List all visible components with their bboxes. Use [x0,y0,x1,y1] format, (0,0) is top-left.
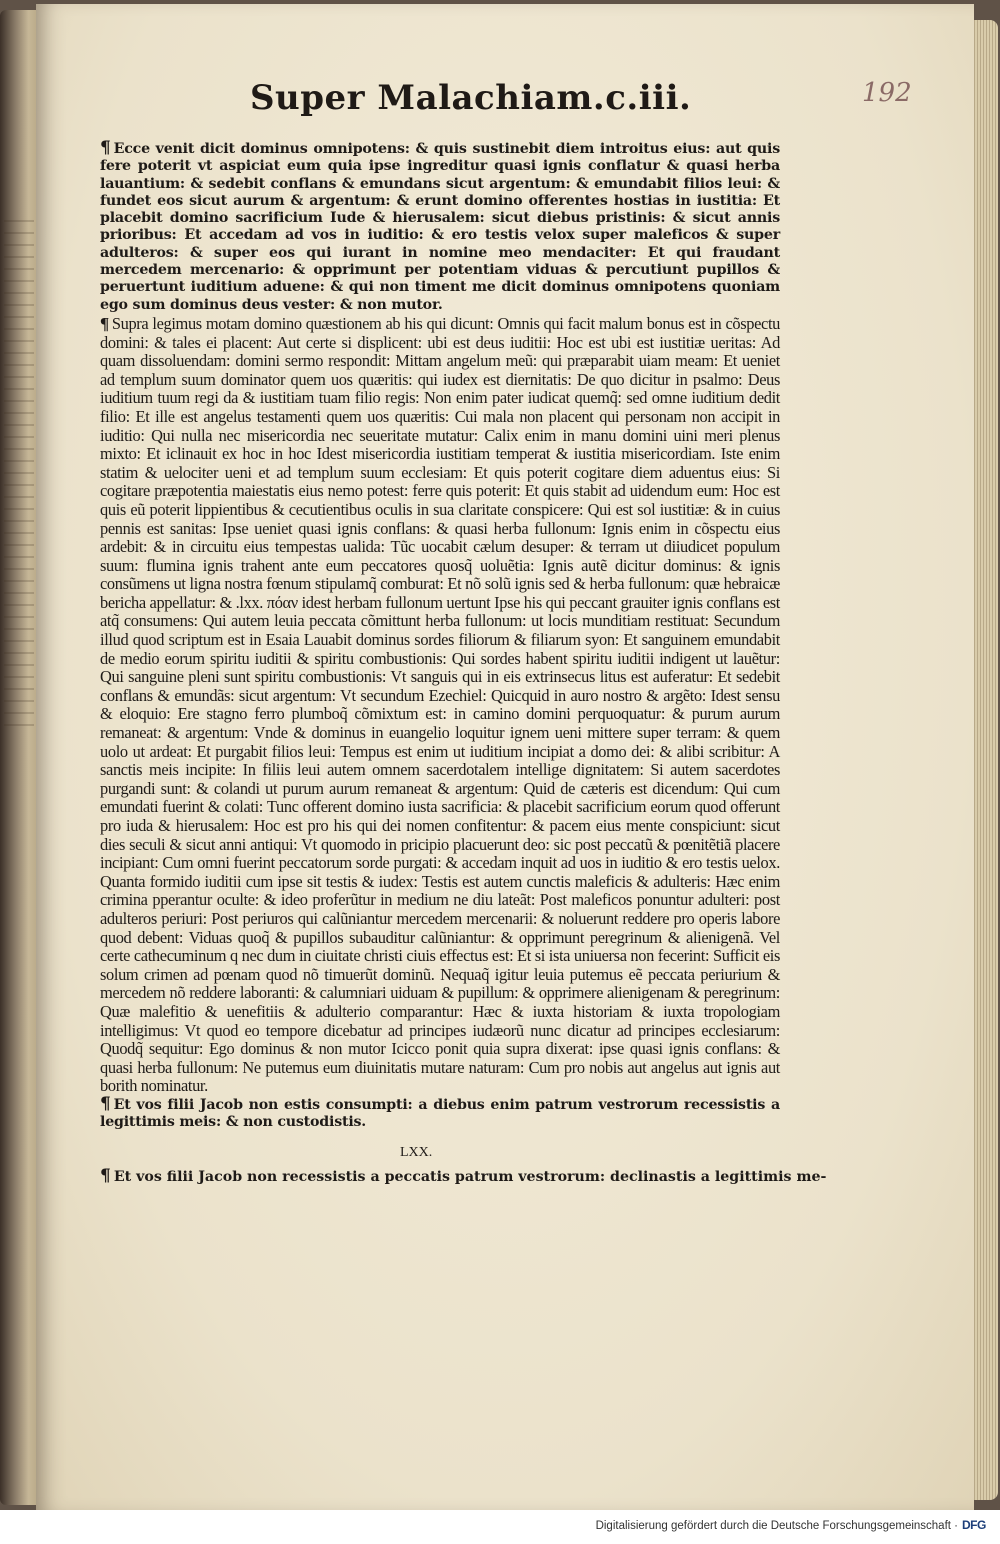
paragraph-text: Et vos filii Jacob non estis consumpti: a diebus enim patrum vestrorum recessistis a legittimis meis: & non custodistis. [100,1096,780,1131]
pilcrow-icon: ¶ [100,1093,111,1114]
paragraph-text: Supra legimus motam domino quæstionem ab his qui dicunt: Omnis qui facit malum bonus est in cõspectu domini: & tales ei placent: Aut certe si displicent: ubi est deus iuditii: Hoc est ubi est iustitiæ ueritas: Ad quam dissoluendam: domini sermo respondit: Mittam angelum meũ: qui præparabit uiam meam: Et ueniet ad templum suum dominator quem uos quæritis: qui iudex est diernitatis: De quo dicitur in psalmo: Deus iuditium tuum regi da & iustitiam tuam filio regis: Non enim pater iudicat quemq̃: sed omne iuditium dedit filio: Et ille est angelus testamenti quem uos quæritis: Cui mala non placent qui personam non accipit in iuditio: Qui nulla nec misericordia nec seueritate mutatur: Calix enim in manu domini uini meri plenus mixto: Et iclinauit ex hoc in hoc Idest misericordia iustitiam temperat & iustitia misericordiam. Iste enim statim & uelociter ueni et ad templum suum ecclesiam: Et quis poterit cogitare diem aduentus eius: Si cogitare præpotentia maiestatis eius nemo potest: ferre quis poterit: Et quis stabit ad uidendum eum: Hoc est quis eũ poterit lippientibus & cecutientibus oculis in sua claritate conspicere: Qui est sol iustitiæ: & in cuius pennis est sanitas: Ipse ueniet quasi ignis conflans: & quasi herba fullonum: Ignis enim in cõspectu eius ardebit: & in circuitu eius tempestas ualida: Tũc uocabit cælum desuper: & terram ut diiudicet populum suum: flumina ignis trahent ante eum peccatores quosq̃ uoluẽtia: Ignis autẽ dicitur dominus: & ignis consũmens ut ligna nostra fœnum stipulamq̃ comburat: Et nõ solũ ignis sed & herba fullonum: quæ hebraicæ bericha appellatur: & .lxx. πόαν idest herbam fullonum uertunt Ipse his qui peccant grauiter ignis conflans est atq̃ consumens: Qui autem leuia peccata cõmittunt herba fullonum: ut locis munditiam restituat: Secundum illud quod scriptum est in Esaia Lauabit dominus sordes filiorum & filiarum syon: Et sanguinem emundabit de medio eorum spiritu iuditii & spiritu combustionis: Qui sordes habent spiritu iuditii indigent ut lauẽtur: Qui sanguine pleni sunt spiritu combustionis: Vt sanguis qui in eis extrinsecus litus est auferatur: Et sedebit conflans & emundãs: sicut argentum: Vt secundum Ezechiel: Quicquid in auro nostro & argẽto: Idest sensu & eloquio: Ere stagno ferro plumboq̃ cõmixtum est: in camino domini perquoquatur: & purum aurum remaneat: & argentum: Vnde & dominus in euangelio loquitur ignem ueni mittere super terram: & quem uolo ut ardeat: Et purgabit filios leui: Tempus est enim ut iuditium incipiat a domo dei: & alibi scribitur: A sanctis meis incipite: In filiis leui autem omnem sacerdotalem intellige dignitatem: Si autem sacerdotes purgandi sunt: & colandi ut purum aurum remaneat & argentum: Quid de cæteris est dicendum: Qui cum emundati fuerint & colati: Tunc offerent domino iusta sacrificia: & placebit sacrificium eorum quod offerunt pro iuda & hierusalem: Hoc est pro his qui dei nomen confitentur: & pacem eius mente conspiciunt: sicut dies seculi & sicut anni antiqui: Vt quomodo in pricipio placuerunt deo: sic post peccatũ & pœnitẽtiã placere incipiant: Cum omni fuerint peccatorum sorde purgati: & accedam inquit ad uos in iuditio & ero testis uelox. Quanta formido iuditii cum ipse sit testis & iudex: Testis est autem cunctis maleficis & adulteris: Hæc enim crimina pperantur oculte: & ideo proferũtur in medium ne diu lateãt: Post maleficos ponuntur adulteri: post adulteros periuri: Post periuros qui calũniantur mercedem mercenarii: & noluerunt reddere pro operis labore quod debent: Viduas quoq̃ & pupillos subauditur calũniantur: & opprimunt peregrinum & alienigenã. Vel certe cathecuminum q nec dum in ciuitate christi ciuis effectus est: Et si ista uniuersa non fecerint: Sufficit eis solum crimen ad pœnam quod nõ timuerũt dominũ. Nequaq̃ igitur leuia putemus eẽ peccata periurium & mercedem nõ reddere laboranti: & calumniari uiduam & pupillum: & opprimere alienigenam & peregrinum: Quæ malefitio & uenefitiis & adulterio comparantur: Hæc & iuxta historiam & iuxta tropologiam intelligimus: Vt quod eo tempore dicebatur ad principes iudæorũ nunc dicatur ad principes ecclesiarum: Quodq̃ sequitur: Ego dominus & non mutor Icicco ponit quia supra dixerat: ipse quasi ignis conflans: & quasi herba fullonum: Ne putemus eum diuinitatis mutare naturam: Cum pro nobis aut angelus aut ignis aut borith nominatur. [100,313,781,1096]
folio-number: 192 [862,78,912,108]
footer-bar [0,1510,1000,1544]
paragraph-scripture [100,1093,780,1132]
footer-credit: Digitalisierung gefördert durch die Deutsche Forschungsgemeinschaft · [595,1520,958,1532]
pilcrow-icon: ¶ [100,1166,111,1186]
right-page-edges [972,20,998,1500]
paragraph-commentary [100,315,780,1096]
pilcrow-icon: ¶ [100,313,109,333]
text-column [100,140,780,1132]
signature-mark: LXX. [400,1145,433,1160]
running-head: Super Malachiam.c.iii. [250,78,692,118]
paragraph-text: Ecce venit dicit dominus omnipotens: & quis sustinebit diem introitus eius: aut quis fere poterit vt aspiciat eum quia ipse ingreditur quasi ignis conflatur & quasi herba lauantium: & sedebit conflans & emundans sicut argentum: & emundabit filios leui: & fundet eos sicut aurum & argentum: & erunt domino offerentes hostias in iustitia: Et placebit domino sacrificium Iude & hierusalem: sicut diebus pristinis: & sicut annis prioribus: Et accedam ad vos in iuditio: & ero testis velox super maleficos & super adulteros: & super eos qui iurant in nomine meo mendaciter: Et qui fraudant mercedem mercenario: & opprimunt per potentiam viduas & percutiunt pupillos & peruertunt iuditium aduene: & qui non timent me dicit dominus omnipotens quoniam ego sum dominus deus vester: & non mutor. [100,141,780,313]
left-page-edge [4,210,34,730]
pilcrow-icon: ¶ [100,138,111,158]
dfg-logo: DFG [962,1518,986,1532]
paragraph-scripture [100,140,780,314]
catchword-line [100,1166,827,1186]
catchword-text: Et vos filii Jacob non recessistis a peccatis patrum vestrorum: declinastis a legittimis me- [113,1169,827,1185]
left-page-stack [0,10,38,1505]
